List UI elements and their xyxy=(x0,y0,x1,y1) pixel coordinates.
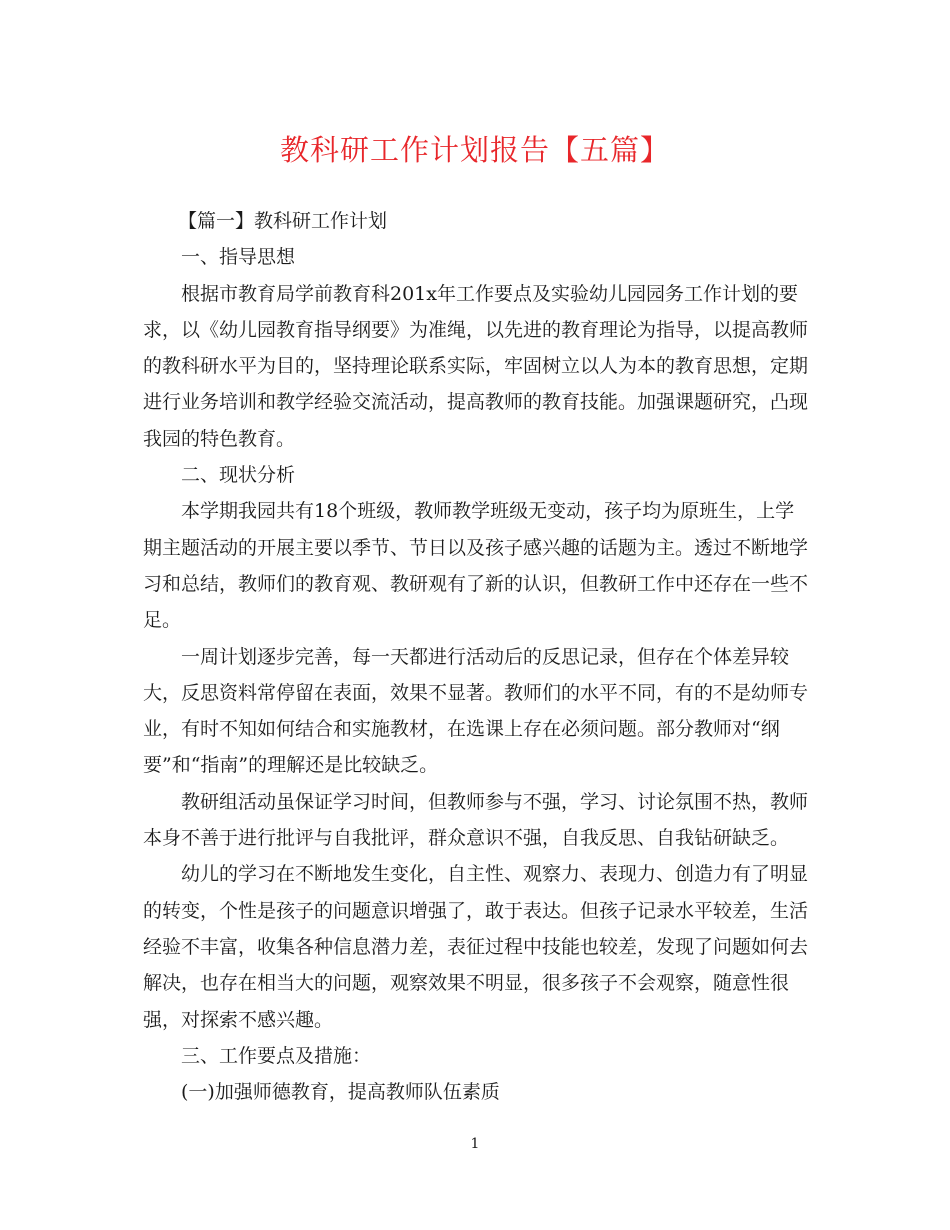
page-number: 1 xyxy=(470,1136,480,1152)
paragraph-research-group: 教研组活动虽保证学习时间，但教师参与不强，学习、讨论氛围不热，教师本身不善于进行批评与自我批评，群众意识不强，自我反思、自我钻研缺乏。 xyxy=(143,790,809,850)
heading-guiding-ideology: 一、指导思想 xyxy=(181,246,296,269)
document-body xyxy=(143,203,809,1110)
heading-status-analysis: 二、现状分析 xyxy=(181,464,296,487)
paragraph-weekly-plan: 一周计划逐步完善，每一天都进行活动后的反思记录，但存在个体差异较大，反思资料常停留在表面，效果不显著。教师们的水平不同，有的不是幼师专业，有时不知如何结合和实施教材，在选课上存在必须问题。部分教师对“纲要”和“指南”的理解还是比较缺乏。 xyxy=(143,645,809,777)
paragraph-guiding-ideology: 根据市教育局学前教育科201x年工作要点及实验幼儿园园务工作计划的要求，以《幼儿园教育指导纲要》为准绳，以先进的教育理论为指导，以提高教师的教科研水平为目的，坚持理论联系实际，牢固树立以人为本的教育思想，定期进行业务培训和教学经验交流活动，提高教师的教育技能。加强课题研究，凸现我园的特色教育。 xyxy=(143,282,809,450)
document-title: 教科研工作计划报告【五篇】 xyxy=(279,133,670,167)
paragraph-class-status: 本学期我园共有18个班级，教师教学班级无变动，孩子均为原班生，上学期主题活动的开展主要以季节、节日以及孩子感兴趣的话题为主。透过不断地学习和总结，教师们的教育观、教研观有了新的认识，但教研工作中还存在一些不足。 xyxy=(143,500,809,632)
heading-work-points: 三、工作要点及措施： xyxy=(181,1044,372,1067)
section-heading-part-one: 【篇一】教科研工作计划 xyxy=(178,210,388,232)
subheading-teacher-ethics: (一)加强师德教育，提高教师队伍素质 xyxy=(181,1081,500,1104)
paragraph-children-learning: 幼儿的学习在不断地发生变化，自主性、观察力、表现力、创造力有了明显的转变，个性是孩子的问题意识增强了，敢于表达。但孩子记录水平较差，生活经验不丰富，收集各种信息潜力差，表征过程中技能也较差，发现了问题如何去解决，也存在相当大的问题，观察效果不明显，很多孩子不会观察，随意性很强，对探索不感兴趣。 xyxy=(143,863,809,1031)
